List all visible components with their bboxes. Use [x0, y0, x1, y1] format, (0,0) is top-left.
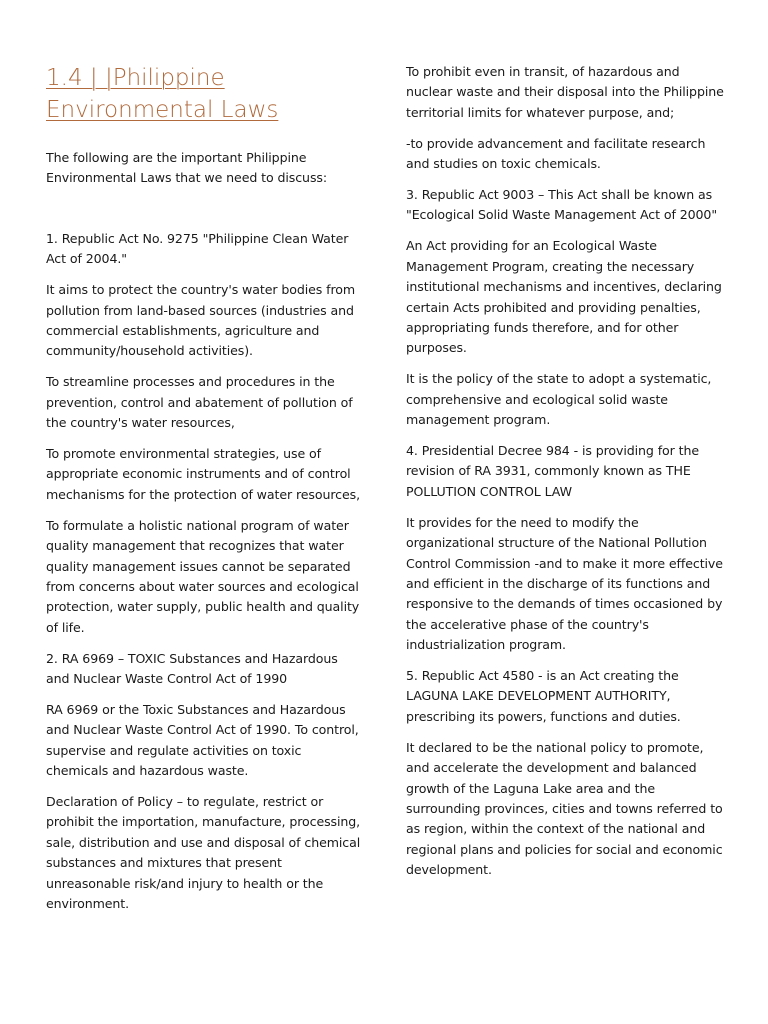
paragraph: It provides for the need to modify the organizational structure of the National Pollution Control Commission -and to make it more effective and efficient in the discharge of its functions and responsive to the demands of times occasioned by the accelerative phase of the country's industrialization program. — [406, 514, 723, 653]
section-title-line-2: Environmental Laws — [46, 97, 279, 123]
paragraph: An Act providing for an Ecological Waste Management Program, creating the necessary institutional mechanisms and incentives, declaring certain Acts prohibited and providing penalties, appropriating funds therefore, and for other purposes. — [406, 238, 722, 356]
paragraph: To formulate a holistic national program of water quality management that recognizes that water quality management issues cannot be separated from concerns about water sources and ecological protection, water supply, public health and quality of life. — [46, 517, 360, 635]
paragraph: It aims to protect the country's water bodies from pollution from land-based sources (industries and commercial establishments, agriculture and community/household activities). — [46, 282, 356, 359]
intro-paragraph: The following are the important Philippine Environmental Laws that we need to discuss: — [46, 150, 328, 186]
paragraph: RA 6969 or the Toxic Substances and Hazardous and Nuclear Waste Control Act of 1990. To control, supervise and regulate activities on toxic chemicals and hazardous waste. — [46, 701, 359, 779]
paragraph: To promote environmental strategies, use of appropriate economic instruments and of control mechanisms for the protection of water resources, — [46, 445, 361, 502]
law-heading-ra-9003: 3. Republic Act 9003 – This Act shall be known as "Ecological Solid Waste Management Act of 2000" — [406, 187, 718, 223]
law-heading-pd-984: 4. Presidential Decree 984 - is providing for the revision of RA 3931, commonly known as THE POLLUTION CONTROL LAW — [406, 443, 700, 499]
section-title — [46, 62, 364, 126]
paragraph: Declaration of Policy – to regulate, restrict or prohibit the importation, manufacture, processing, sale, distribution and use and disposal of chemical substances and mixtures that present unreasonable risk/and injury to health or the environment. — [46, 794, 361, 912]
paragraph: -to provide advancement and facilitate research and studies on toxic chemicals. — [406, 135, 706, 172]
right-column — [406, 62, 724, 891]
section-title-line-1: 1.4 | |Philippine — [46, 65, 225, 91]
paragraph: To streamline processes and procedures in the prevention, control and abatement of pollution of the country's water resources, — [46, 374, 353, 431]
paragraph: To prohibit even in transit, of hazardous and nuclear waste and their disposal into the Philippine territorial limits for whatever purpose, and; — [406, 64, 724, 120]
left-column — [46, 62, 364, 925]
law-heading-ra-9275: 1. Republic Act No. 9275 "Philippine Clean Water Act of 2004." — [46, 230, 349, 267]
paragraph: It declared to be the national policy to promote, and accelerate the development and balanced growth of the Laguna Lake area and the surrounding provinces, cities and towns referred to as region, within the context of the national and regional plans and policies for social and economic development. — [406, 739, 723, 878]
law-heading-ra-4580: 5. Republic Act 4580 - is an Act creating the LAGUNA LAKE DEVELOPMENT AUTHORITY, prescribing its powers, functions and duties. — [406, 668, 681, 724]
paragraph: It is the policy of the state to adopt a systematic, comprehensive and ecological solid waste management program. — [406, 371, 712, 428]
law-heading-ra-6969: 2. RA 6969 – TOXIC Substances and Hazardous and Nuclear Waste Control Act of 1990 — [46, 650, 338, 687]
